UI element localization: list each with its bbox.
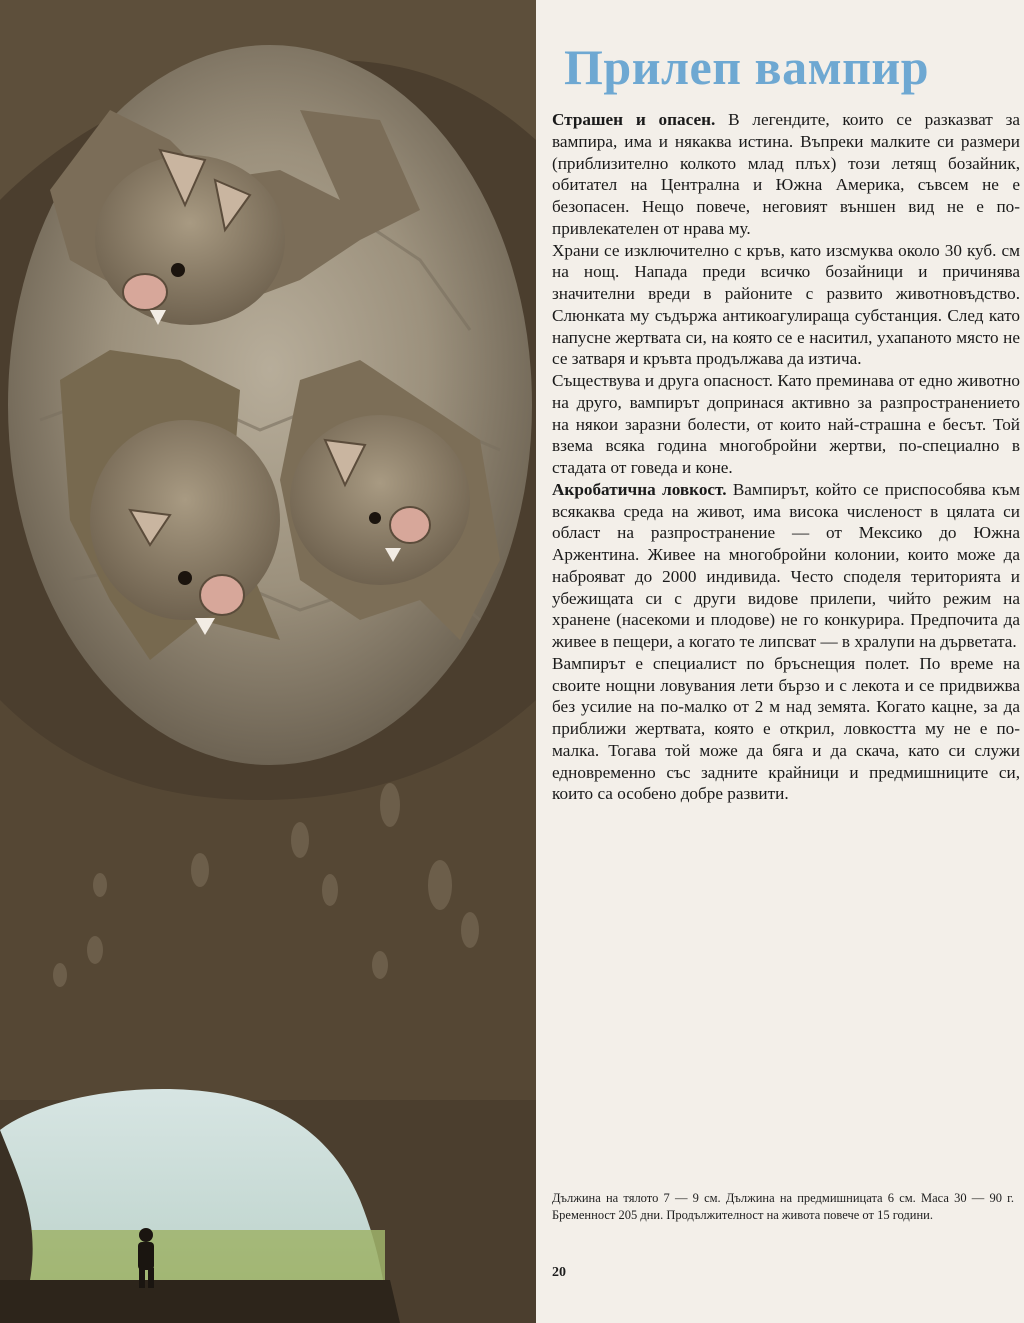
paragraph-text: В легендите, които се разказват за вампира, има и някаква истина. Въпреки малките си размери (приблизително колкото млад плъх) този летящ бозайник, обитател на Централна и Южна Америка, съвсем не е безопасен. Нещо повече, неговият външен вид не е по-привлекателен от нрава му.	[552, 110, 1020, 238]
section-lead: Страшен и опасен.	[552, 110, 716, 129]
grassland	[0, 1230, 385, 1280]
paragraph	[552, 240, 1020, 371]
section-lead: Акробатична ловкост.	[552, 479, 727, 499]
paragraph	[552, 109, 1020, 240]
page-number: 20	[552, 1265, 566, 1280]
paragraph-text: Вампирът е специалист по бръснещия полет. По време на своите нощни ловувания лети бързо и с лекота и се придвижва без усилие на по-малко от 2 м над земята. Когато кацне, за да приближи жертвата, която е открил, ловкостта му не е по-малка. Тогава той може да бяга и да скача, като си служи едновременно със задните крайници и предмишниците си, които са особено добре развити.	[552, 653, 1020, 804]
article-column	[552, 0, 1021, 1323]
paragraph-text: Храни се изключително с кръв, като изсмуква около 30 куб. см на нощ. Напада преди всичко бозайници и причинява значителни вреди в районите с развито животновъдство. Слюнката му съдържа антикоагулираща субстанция. След като напусне жертвата си, на която се е наситил, ухапаното място не се затваря и кръвта продължава да изтича.	[552, 240, 1020, 369]
page-title: Прилеп вампир	[564, 39, 930, 95]
article-body	[552, 109, 1020, 805]
cave-floor	[0, 1280, 400, 1323]
paragraph	[552, 653, 1020, 805]
species-facts: Дължина на тялото 7 — 9 см. Дължина на предмишницата 6 см. Маса 30 — 90 г. Бременност 205 дни. Продължителност на живота повече от 15 години.	[552, 1191, 1014, 1222]
paragraph-text: Съществува и друга опасност. Като преминава от едно животно на друго, вампирът допринася активно за разпространението на някои заразни болести, от които най-страшна е бесът. Той взема всяка година многобройни жертви, по-специално в стадата от говеда и коне.	[552, 371, 1020, 477]
paragraph	[552, 370, 1020, 479]
paragraph-text: Вампирът, който се приспособява към всякаква среда на живот, има висока численост в цялата си област на разпространение — от Мексико до Южна Аржентина. Живее на многобройни колонии, които може да наброяват до 2000 индивида. Често споделя територията и убежищата си с други видове прилепи, чийто режим на хранене (насекоми и плодове) не го конкурира. Предпочита да живее в пещери, а когато те липсват — в хралупи на дърветата.	[552, 479, 1021, 651]
paragraph	[552, 479, 1020, 653]
